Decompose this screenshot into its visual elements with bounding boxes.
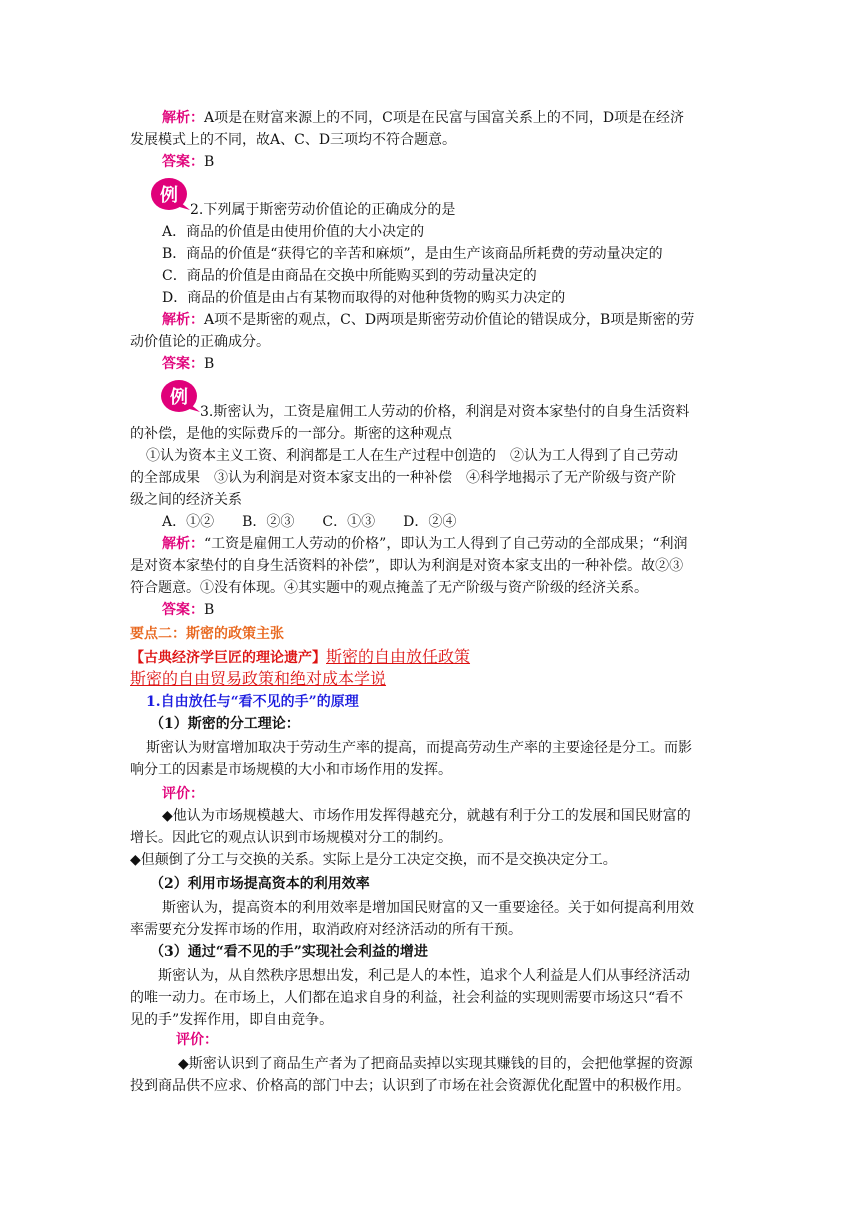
q3-analysis-line-1: 解析：“工资是雇佣工人劳动的价格”，即认为工人得到了自己劳动的全部成果；“利润 [162, 536, 688, 552]
link-free-trade[interactable]: 斯密的自由贸易政策和绝对成本学说 [130, 669, 387, 688]
q3-stem-line-1: 3.斯密认为，工资是雇佣工人劳动的价格，利润是对资本家垫付的自身生活资料 [200, 404, 690, 420]
eval1-line-1: ◆他认为市场规模越大、市场作用发挥得越充分，就越有利于分工的发展和国民财富的 [162, 808, 691, 824]
sub-heading-1: （1）斯密的分工理论： [150, 716, 300, 732]
sub3-paragraph-line-2: 的唯一动力。在市场上，人们都在追求自身的利益，社会利益的实现则需要市场这只“看不 [130, 990, 684, 1006]
section-links-line [130, 647, 470, 667]
answer-label: 答案 [162, 602, 190, 618]
eval1-line-2: 增长。因此它的观点认识到市场规模对分工的制约。 [130, 830, 452, 846]
sub2-paragraph-line-2: 率需要充分发挥市场的作用，取消政府对经济活动的所有干预。 [130, 922, 522, 938]
sub1-paragraph-line-1: 斯密认为财富增加取决于劳动生产率的提高，而提高劳动生产率的主要途径是分工。而影 [146, 740, 692, 756]
q3-items-line-3: 级之间的经济关系 [130, 492, 242, 508]
q3-stem-line-2: 的补偿，是他的实际费斥的一部分。斯密的这种观点 [130, 426, 452, 442]
heading-invisible-hand: 1.自由放任与“看不见的手”的原理 [146, 694, 359, 710]
sub3-paragraph-line-1: 斯密认为，从自然秩序思想出发，利己是人的本性，追求个人利益是人们从事经济活动 [158, 968, 690, 984]
answer-label: 答案 [162, 154, 190, 170]
analysis-label: 解析 [162, 110, 190, 126]
example-badge-icon [160, 378, 202, 414]
q2-answer: 答案：B [162, 356, 215, 372]
svg-text:例: 例 [160, 185, 178, 206]
q1-analysis-line-2: 发展模式上的不同，故A、C、D三项均不符合题意。 [130, 132, 457, 148]
eval3-line-1: ◆斯密认识到了商品生产者为了把商品卖掉以实现其赚钱的目的，会把他掌握的资源 [178, 1056, 693, 1072]
sub3-paragraph-line-3: 见的手”发挥作用，即自由竞争。 [130, 1012, 334, 1028]
q3-items-line-1: ①认为资本主义工资、利润都是工人在生产过程中创造的 ②认为工人得到了自己劳动 [146, 448, 678, 464]
q3-items-line-2: 的全部成果 ③认为利润是对资本家支出的一种补偿 ④科学地揭示了无产阶级与资产阶 [130, 470, 676, 486]
q1-answer: 答案：B [162, 154, 215, 170]
sub2-paragraph-line-1: 斯密认为，提高资本的利用效率是增加国民财富的又一重要途径。关于如何提高利用效 [162, 900, 694, 916]
answer-label: 答案 [162, 356, 190, 372]
q2-option-a: A．商品的价值是由使用价值的大小决定的 [162, 224, 425, 240]
sub1-paragraph-line-2: 响分工的因素是市场规模的大小和市场作用的发挥。 [130, 762, 452, 778]
link-laissez-faire[interactable]: 斯密的自由放任政策 [326, 647, 471, 666]
example-badge-icon [150, 176, 192, 212]
analysis-label: 解析 [162, 312, 190, 328]
sub-heading-3: （3）通过“看不见的手”实现社会利益的增进 [150, 944, 428, 960]
eval1-line-3: ◆但颠倒了分工与交换的关系。实际上是分工决定交换，而不是交换决定分工。 [130, 852, 617, 868]
svg-text:例: 例 [170, 387, 188, 408]
q2-analysis-line-2: 动价值论的正确成分。 [130, 334, 270, 350]
q2-option-c: C．商品的价值是由商品在交换中所能购买到的劳动量决定的 [162, 268, 537, 284]
q3-analysis-line-2: 是对资本家垫付的自身生活资料的补偿”，即认为利润是对资本家支出的一种补偿。故②③ [130, 558, 684, 574]
eval-label-2: 评价： [176, 1032, 218, 1048]
section-title: 要点二：斯密的政策主张 [130, 626, 284, 642]
q2-option-d: D．商品的价值是由占有某物而取得的对他种货物的购买力决定的 [162, 290, 566, 306]
q3-answer: 答案：B [162, 602, 215, 618]
q3-choices: A．①② B．②③ C．①③ D．②④ [162, 514, 457, 530]
analysis-label: 解析 [162, 536, 190, 552]
sub-heading-2: （2）利用市场提高资本的利用效率 [150, 876, 370, 892]
q3-analysis-line-3: 符合题意。①没有体现。④其实题中的观点掩盖了无产阶级与资产阶级的经济关系。 [130, 580, 648, 596]
eval-label: 评价： [162, 786, 204, 802]
q2-option-b: B．商品的价值是“获得它的辛苦和麻烦”，是由生产该商品所耗费的劳动量决定的 [162, 246, 663, 262]
bracket-title: 【古典经济学巨匠的理论遗产】 [130, 650, 326, 666]
eval3-line-2: 投到商品供不应求、价格高的部门中去；认识到了市场在社会资源优化配置中的积极作用。 [130, 1078, 690, 1094]
q2-stem: 2.下列属于斯密劳动价值论的正确成分的是 [190, 202, 456, 218]
q1-analysis-line-1: 解析：A项是在财富来源上的不同，C项是在民富与国富关系上的不同，D项是在经济 [162, 110, 685, 126]
q2-analysis-line-1: 解析：A项不是斯密的观点，C、D两项是斯密劳动价值论的错误成分，B项是斯密的劳 [162, 312, 695, 328]
